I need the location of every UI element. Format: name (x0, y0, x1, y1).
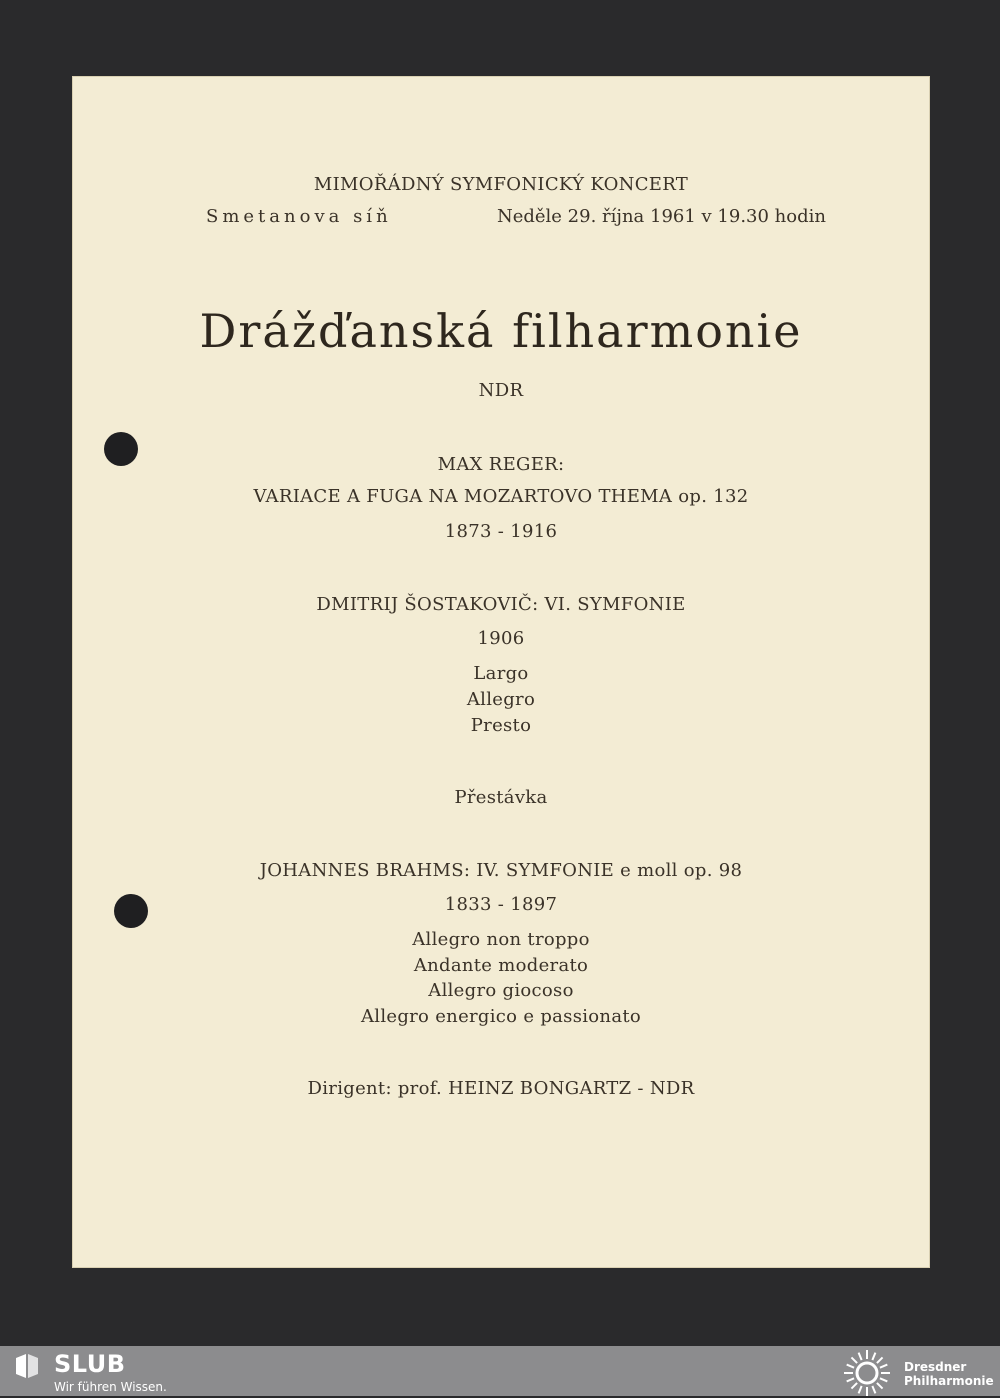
concert-header: MIMOŘÁDNÝ SYMFONICKÝ KONCERT (313, 174, 689, 195)
shostakovich-years: 1906 (477, 628, 525, 649)
conductor: Dirigent: prof. HEINZ BONGARTZ - NDR (307, 1078, 695, 1099)
venue-date-row (206, 206, 826, 230)
shostakovich-movement: Presto (470, 715, 532, 736)
reger-work: VARIACE A FUGA NA MOZARTOVO THEMA op. 132 (253, 486, 749, 507)
brahms-movement: Allegro non troppo (412, 929, 590, 950)
footer-bar (0, 1346, 1000, 1396)
philharmonie-brand-line1: Dresdner (904, 1360, 967, 1374)
orchestra-title: Drážďanská filharmonie (199, 304, 803, 358)
philharmonie-brand (904, 1360, 994, 1388)
brahms-composer: JOHANNES BRAHMS: IV. SYMFONIE e moll op. 98 (259, 860, 743, 881)
brahms-movement: Allegro giocoso (428, 980, 574, 1001)
shostakovich-movement: Largo (473, 663, 529, 684)
brahms-movement: Andante moderato (413, 955, 589, 976)
philharmonie-logo-icon (842, 1348, 892, 1398)
philharmonie-brand-line2: Philharmonie (904, 1374, 994, 1388)
slub-logo-icon (14, 1352, 40, 1380)
brahms-years: 1833 - 1897 (444, 894, 558, 915)
intermission: Přestávka (454, 787, 548, 808)
shostakovich-movement: Allegro (466, 689, 536, 710)
shostakovich-composer: DMITRIJ ŠOSTAKOVIČ: VI. SYMFONIE (316, 594, 686, 615)
reger-years: 1873 - 1916 (444, 521, 558, 542)
program-sheet (72, 76, 930, 1268)
slub-tagline: Wir führen Wissen. (54, 1380, 167, 1394)
brahms-movement: Allegro energico e passionato (360, 1006, 642, 1027)
orchestra-country: NDR (478, 380, 524, 401)
concert-date: Neděle 29. října 1961 v 19.30 hodin (496, 206, 826, 227)
slub-brand: SLUB (54, 1350, 126, 1378)
reger-composer: MAX REGER: (437, 454, 565, 475)
venue: Smetanova síň (206, 206, 392, 227)
